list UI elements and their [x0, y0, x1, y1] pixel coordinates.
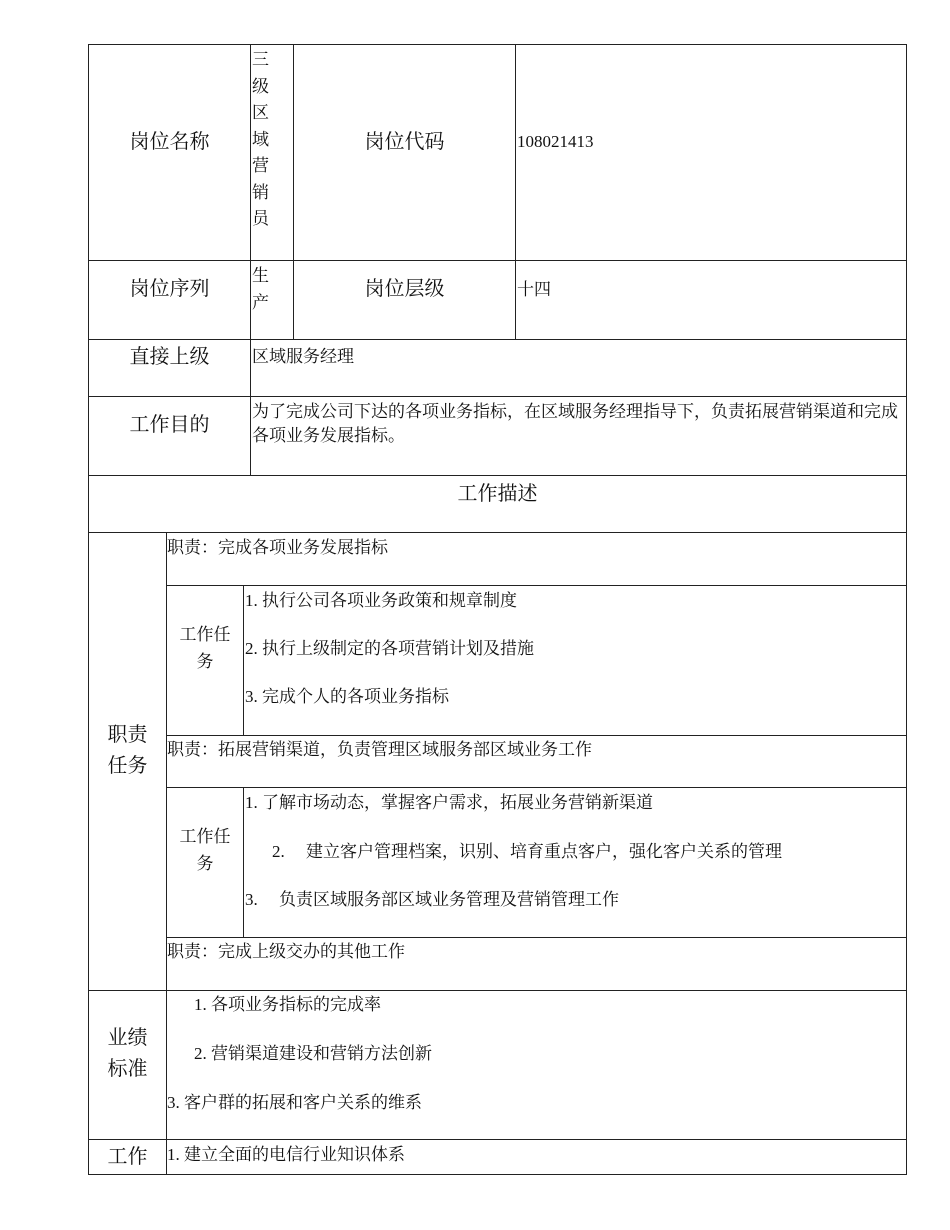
duty-title-3: 职责：完成上级交办的其他工作 [167, 942, 405, 961]
description-title: 工作描述 [457, 483, 538, 505]
list-item: 3. 负责区域服务部区域业务管理及营销管理工作 [245, 890, 619, 909]
list-item: 2. 执行上级制定的各项营销计划及措施 [245, 639, 534, 658]
list-item: 2. 营销渠道建设和营销方法创新 [194, 1044, 432, 1063]
section-label-line1: 职责 [107, 724, 148, 746]
sequence-value: 生产 [252, 266, 269, 312]
purpose-value: 为了完成公司下达的各项业务指标，在区域服务经理指导下，负责拓展营销渠道和完成各项业务发展指标。 [252, 402, 898, 445]
level-value: 十四 [517, 280, 551, 299]
position-code-value: 108021413 [517, 132, 594, 151]
superior-label: 直接上级 [129, 346, 210, 368]
list-item: 1. 了解市场动态，掌握客户需求，拓展业务营销新渠道 [245, 793, 653, 812]
list-item: 3. 完成个人的各项业务指标 [245, 687, 449, 706]
footer-row-label: 工作 [107, 1146, 148, 1168]
superior-value: 区域服务经理 [252, 347, 354, 366]
list-item: 3. 客户群的拓展和客户关系的维系 [167, 1093, 422, 1112]
list-item: 1. 各项业务指标的完成率 [194, 995, 381, 1014]
list-item: 1. 执行公司各项业务政策和规章制度 [245, 591, 517, 610]
duty-title-2: 职责：拓展营销渠道，负责管理区域服务部区域业务工作 [167, 740, 592, 759]
level-label: 岗位层级 [364, 278, 445, 300]
position-code-label: 岗位代码 [364, 131, 445, 153]
job-description-page: 岗位名称 三级区域营销员 岗位代码 108021413 岗位序列 生产 岗位层级 十四 直接上级 区域服务经理 工作目的 为了完成公司下达的各项业务指标，在区域服务经理指导下，负责拓展营销渠道和完成各项业务发展指标。 工作描述 职责 任务 职责：完成各项业务发展指标 工作任 务 1. 执行公司各项业务政策和规章制度 2. 执行上级制定的各项营销计划及措施 3. 完成个人的各项业务指标 职责：拓展营销渠道，负责管理区域服务部区域业务工作 工作任 务 1. 了解市场动态，掌握客户需求，拓展业务营销新渠道 2. 建立客户管理档案，识别、培育重点客户，强化客户关系的管理 3. 负责区域服务部区域业务管理及营销管理工作 职责：完成上级交办的其他工作 业绩 标准 1. 各项业务指标的完成率 2. 营销渠道建设和营销方法创新 3. 客户群的拓展和客户关系的维系 工作 1. 建立全面的电信行业知识体系 [0, 0, 950, 1230]
position-name-value: 三级区域营销员 [252, 50, 269, 228]
list-item: 1. 建立全面的电信行业知识体系 [167, 1145, 405, 1164]
purpose-label: 工作目的 [129, 414, 210, 436]
position-name-label: 岗位名称 [129, 131, 210, 153]
duty-title-1: 职责：完成各项业务发展指标 [167, 538, 388, 557]
sequence-label: 岗位序列 [129, 278, 210, 300]
list-item: 2. 建立客户管理档案，识别、培育重点客户，强化客户关系的管理 [272, 842, 782, 861]
section-label-line2: 任务 [107, 755, 148, 777]
